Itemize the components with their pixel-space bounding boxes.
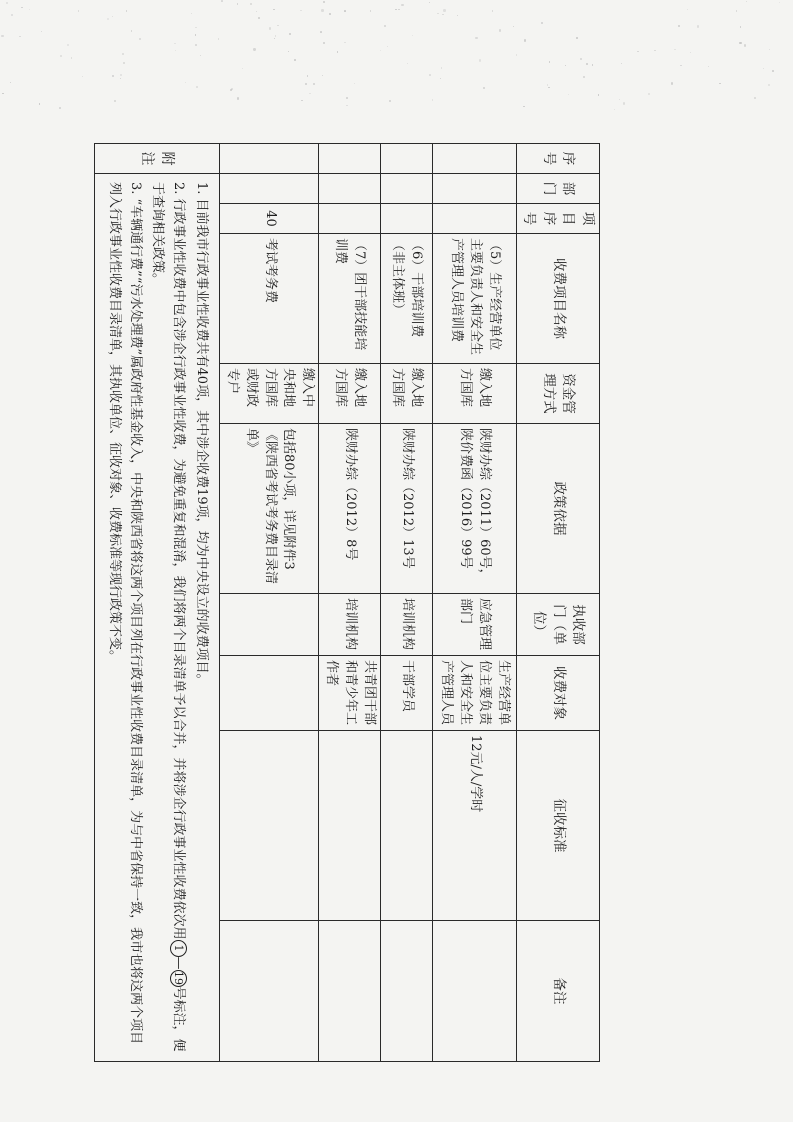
scan-speck xyxy=(323,42,325,44)
scan-speck xyxy=(568,94,569,95)
scan-speck xyxy=(253,48,255,50)
scan-speck xyxy=(769,49,770,50)
table-row xyxy=(380,144,432,1062)
scan-speck xyxy=(457,15,458,16)
scan-speck xyxy=(307,75,308,76)
cell-basis: 陕财办综（2012）13号 xyxy=(380,424,432,594)
note-1: 1. 目前我市行政事业性收费共有40项，其中涉企收费19项，均为中央设立的收费项目。 xyxy=(194,182,209,687)
scan-speck xyxy=(384,25,386,27)
cell-seq xyxy=(220,144,319,174)
scan-speck xyxy=(680,65,682,67)
scan-speck xyxy=(131,30,132,31)
cell-name: 考试考务费 xyxy=(220,234,319,364)
table-row xyxy=(220,144,319,1062)
scan-speck xyxy=(576,37,578,39)
scan-speck xyxy=(107,18,109,20)
cell-basis: 陕财办综（2012）8号 xyxy=(319,424,381,594)
scan-speck xyxy=(708,66,709,67)
scan-speck xyxy=(648,93,650,95)
scan-speck xyxy=(230,89,232,91)
scan-speck xyxy=(1,35,3,37)
scan-speck xyxy=(407,63,408,64)
scan-speck xyxy=(674,49,676,51)
cell-name: （7）团干部技能培训费 xyxy=(319,234,381,364)
scan-speck xyxy=(772,70,774,72)
cell-item-seq xyxy=(319,204,381,234)
scan-speck xyxy=(250,3,252,5)
scan-speck xyxy=(754,97,756,99)
scan-speck xyxy=(740,26,741,27)
scan-speck xyxy=(719,83,721,85)
cell-seq xyxy=(319,144,381,174)
note-2-dash: — xyxy=(171,956,187,970)
scan-speck xyxy=(242,68,243,69)
scan-speck xyxy=(746,1,747,2)
scan-speck xyxy=(289,33,291,35)
scan-speck xyxy=(320,31,322,33)
scan-speck xyxy=(196,86,198,88)
scan-speck xyxy=(614,109,615,110)
scan-speck xyxy=(175,50,176,51)
scan-speck xyxy=(185,82,186,83)
scan-speck xyxy=(541,22,543,24)
note-2 xyxy=(147,182,189,1053)
scan-speck xyxy=(41,31,43,33)
header-row xyxy=(516,144,599,1062)
cell-item-seq: 40 xyxy=(220,204,319,234)
scan-speck xyxy=(274,38,275,39)
fee-table xyxy=(94,143,600,1062)
cell-collector xyxy=(220,594,319,656)
scan-speck xyxy=(583,76,585,78)
scan-speck xyxy=(736,10,738,12)
scan-speck xyxy=(21,7,22,8)
cell-standard xyxy=(319,731,381,921)
note-2-text-b: 号标注，便于查询相关政策。 xyxy=(150,182,187,1052)
scan-speck xyxy=(370,10,371,11)
scan-speck xyxy=(429,74,431,76)
cell-dept xyxy=(432,174,516,204)
cell-standard xyxy=(380,731,432,921)
scan-speck xyxy=(344,42,346,44)
scan-speck xyxy=(516,54,518,56)
scan-speck xyxy=(623,102,625,104)
scan-speck xyxy=(586,63,588,65)
cell-name: （5）生产经营单位主要负责人和安全生产管理人员培训费 xyxy=(432,234,516,364)
scan-speck xyxy=(354,83,355,84)
scan-speck xyxy=(387,46,388,47)
cell-dept xyxy=(380,174,432,204)
cell-item-seq xyxy=(432,204,516,234)
scan-speck xyxy=(305,83,307,85)
scan-speck xyxy=(619,99,620,100)
notes-row xyxy=(95,144,220,1062)
header-standard: 征收标准 xyxy=(516,731,599,921)
scan-speck xyxy=(598,94,599,95)
scan-speck xyxy=(112,16,113,17)
scan-speck xyxy=(395,9,397,11)
scan-speck xyxy=(744,44,746,46)
cell-seq xyxy=(432,144,516,174)
scan-speck xyxy=(549,61,551,63)
cell-target xyxy=(220,656,319,731)
scan-speck xyxy=(78,10,80,12)
notes-content xyxy=(95,174,220,1062)
cell-dept xyxy=(220,174,319,204)
cell-standard xyxy=(220,731,319,921)
header-collector: 执收部门（单位） xyxy=(516,594,599,656)
scan-speck xyxy=(258,17,260,19)
scan-speck xyxy=(380,50,381,51)
table-row xyxy=(432,144,516,1062)
cell-fund-mgmt: 缴入地方国库 xyxy=(380,364,432,424)
note-3: 3. “车辆通行费”“污水处理费”属政府性基金收入，中央和陕西省将这两个项目列在行政事业性收费目录清单，为与中省保持一致，我市也将这两个项目列入行政事业性收费目录清单，其执收单位、征收对象、收费标准等现行政策不变。 xyxy=(106,182,143,1045)
scan-speck xyxy=(39,103,40,104)
scan-speck xyxy=(82,76,84,78)
cell-remark xyxy=(319,921,381,1062)
cell-item-seq xyxy=(380,204,432,234)
cell-fund-mgmt: 缴入中央和地方国库或财政专户 xyxy=(220,364,319,424)
cell-name: （6）干部培训费（非主体班） xyxy=(380,234,432,364)
scan-speck xyxy=(768,84,770,86)
scan-speck xyxy=(29,9,30,10)
scan-speck xyxy=(337,51,339,53)
circled-number-start: 1 xyxy=(170,940,187,957)
scan-speck xyxy=(690,52,691,53)
scan-speck xyxy=(499,29,501,31)
scan-speck xyxy=(237,97,239,99)
scan-speck xyxy=(442,14,444,16)
scan-speck xyxy=(637,51,638,52)
header-dept: 部门 xyxy=(516,174,599,204)
scan-speck xyxy=(671,82,673,84)
circled-number-end: 19 xyxy=(172,971,186,986)
scan-speck xyxy=(621,63,622,64)
scan-speck xyxy=(195,34,197,36)
scan-speck xyxy=(19,36,21,38)
scan-speck xyxy=(191,13,192,14)
scan-speck xyxy=(523,106,525,108)
header-remark: 备注 xyxy=(516,921,599,1062)
scan-speck xyxy=(200,55,201,56)
scan-speck xyxy=(437,13,439,15)
cell-standard: 12元/人/学时 xyxy=(432,731,516,921)
scan-speck xyxy=(313,83,315,85)
scan-speck xyxy=(322,75,323,76)
scan-speck xyxy=(120,74,122,76)
scan-speck xyxy=(122,53,124,55)
scan-speck xyxy=(389,100,391,102)
cell-seq xyxy=(380,144,432,174)
scan-speck xyxy=(398,9,399,10)
cell-remark xyxy=(432,921,516,1062)
scan-speck xyxy=(139,38,141,40)
scan-speck xyxy=(294,59,296,61)
scan-speck xyxy=(126,10,127,11)
scan-speck xyxy=(763,68,764,69)
cell-basis: 包括80小项，详见附件3《陕西省考试考务费目录清单》 xyxy=(220,424,319,594)
scan-speck xyxy=(2,93,3,94)
scan-speck xyxy=(401,4,403,6)
header-seq: 序号 xyxy=(516,144,599,174)
scan-speck xyxy=(221,0,223,2)
scan-speck xyxy=(321,9,323,11)
scan-speck xyxy=(440,78,441,79)
cell-remark xyxy=(380,921,432,1062)
cell-collector: 应急管理部门 xyxy=(432,594,516,656)
scan-speck xyxy=(71,57,73,59)
header-fund-mgmt: 资金管理方式 xyxy=(516,364,599,424)
scan-speck xyxy=(697,25,699,27)
scan-speck xyxy=(10,82,11,83)
scan-speck xyxy=(273,9,275,11)
cell-target: 生产经营单位主要负责人和安全生产管理人员 xyxy=(432,656,516,731)
scan-speck xyxy=(524,39,526,41)
scan-speck xyxy=(443,9,445,11)
cell-remark xyxy=(220,921,319,1062)
scan-speck xyxy=(323,1,325,3)
scan-speck xyxy=(678,25,680,27)
scan-speck xyxy=(346,105,347,106)
scan-speck xyxy=(344,10,346,12)
cell-basis: 陕财办综（2011）60号，陕价费函（2016）99号 xyxy=(432,424,516,594)
scan-speck xyxy=(548,87,550,89)
scan-speck xyxy=(739,42,741,44)
scan-speck xyxy=(300,10,302,12)
cell-fund-mgmt: 缴入地方国库 xyxy=(432,364,516,424)
scan-speck xyxy=(580,58,582,60)
scan-speck xyxy=(547,84,549,86)
scan-speck xyxy=(269,27,271,29)
header-name: 收费项目名称 xyxy=(516,234,599,364)
scan-speck xyxy=(483,87,485,89)
scan-speck xyxy=(275,35,276,36)
scan-speck xyxy=(301,100,302,101)
scan-speck xyxy=(112,75,114,77)
scan-speck xyxy=(779,2,780,3)
scan-speck xyxy=(592,64,594,66)
cell-collector: 培训机构 xyxy=(380,594,432,656)
scan-speck xyxy=(654,50,656,52)
scan-speck xyxy=(123,62,125,64)
scan-speck xyxy=(492,10,494,12)
cell-dept xyxy=(319,174,381,204)
scan-speck xyxy=(309,93,311,95)
scan-speck xyxy=(288,51,289,52)
scan-speck xyxy=(256,11,257,12)
scan-speck xyxy=(120,78,121,79)
header-basis: 政策依据 xyxy=(516,424,599,594)
scan-speck xyxy=(412,35,413,36)
scan-speck xyxy=(114,100,116,102)
cell-target: 干部学员 xyxy=(380,656,432,731)
note-2-text-a: 2. 行政事业性收费中包含涉企行政事业性收费，为避免重复和混淆，我们将两个目录清单予以合并，并将涉企行政事业性收费依次用 xyxy=(171,182,187,940)
scan-speck xyxy=(6,2,8,4)
scan-speck xyxy=(687,9,688,10)
cell-target: 共青团干部和青少年工作者 xyxy=(319,656,381,731)
table-row xyxy=(319,144,381,1062)
scan-speck xyxy=(513,26,514,27)
cell-fund-mgmt: 缴入地方国库 xyxy=(319,364,381,424)
rotated-page xyxy=(90,143,600,1052)
scan-speck xyxy=(195,44,197,46)
header-item-seq: 项目序号 xyxy=(516,204,599,234)
scan-speck xyxy=(277,25,278,26)
scan-speck xyxy=(60,55,62,57)
scan-speck xyxy=(195,27,197,29)
header-target: 收费对象 xyxy=(516,656,599,731)
scan-speck xyxy=(479,59,481,61)
cell-collector: 培训机构 xyxy=(319,594,381,656)
scan-speck xyxy=(174,43,176,45)
scan-speck xyxy=(346,97,348,99)
scan-speck xyxy=(329,13,331,15)
notes-label: 附注 xyxy=(95,144,220,174)
scan-speck xyxy=(429,2,431,4)
scan-speck xyxy=(59,107,61,109)
scan-speck xyxy=(218,38,220,40)
scan-speck xyxy=(11,14,13,16)
scan-speck xyxy=(475,37,477,39)
scan-speck xyxy=(565,65,566,66)
scan-speck xyxy=(441,67,442,68)
scan-speck xyxy=(237,3,238,4)
scan-speck xyxy=(67,44,69,46)
scan-speck xyxy=(432,99,434,101)
